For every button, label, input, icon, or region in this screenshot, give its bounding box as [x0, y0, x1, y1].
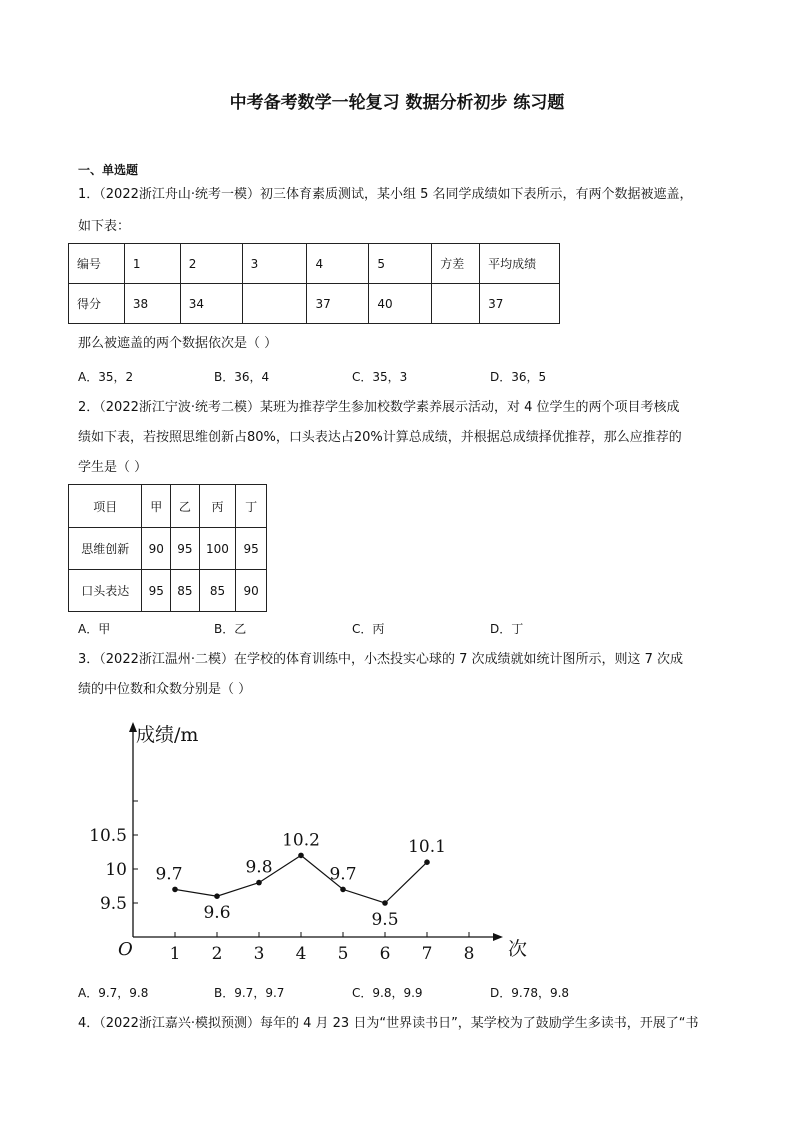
table-cell: 编号 — [69, 244, 125, 284]
series-line — [175, 855, 427, 903]
q3-text-line2: 绩的中位数和众数分别是（ ） — [78, 682, 252, 697]
table-cell: 85 — [199, 570, 236, 612]
q2-text-line3: 学生是（ ） — [78, 460, 148, 475]
x-tick-label: 7 — [421, 944, 433, 964]
q1-ask: 那么被遮盖的两个数据依次是（ ） — [78, 336, 278, 351]
table-cell: 口头表达 — [69, 570, 142, 612]
table-cell: 丙 — [199, 485, 236, 528]
y-tick-label: 10 — [105, 860, 127, 880]
q1-option-c: C．35，3 — [352, 370, 408, 384]
x-tick-label: 3 — [253, 944, 265, 964]
x-tick-label: 2 — [211, 944, 223, 964]
table-cell: 95 — [142, 570, 171, 612]
y-tick-label: 9.5 — [99, 894, 127, 914]
table-cell: 34 — [180, 284, 242, 324]
x-axis-label: 次 — [508, 938, 528, 960]
data-point — [214, 893, 220, 899]
table-cell: 37 — [307, 284, 369, 324]
data-label: 9.7 — [329, 864, 357, 885]
q3-option-c: C．9.8，9.9 — [352, 986, 423, 1000]
table-cell: 2 — [180, 244, 242, 284]
q2-text-line2: 绩如下表，若按照思维创新占80%，口头表达占20%计算总成绩，并根据总成绩择优推荐，那么应推荐的 — [78, 430, 682, 445]
q4-text-line1: 4．（2022浙江嘉兴·模拟预测）每年的 4 月 23 日为“世界读书日”，某学校为了鼓励学生多读书，开展了“书 — [78, 1016, 699, 1031]
x-tick-label: 8 — [463, 944, 475, 964]
x-tick-label: 1 — [169, 944, 181, 964]
data-point — [298, 853, 304, 859]
q3-option-d: D．9.78，9.8 — [490, 986, 570, 1000]
x-tick-label: 6 — [379, 944, 391, 964]
table-cell: 3 — [242, 244, 307, 284]
table-cell: 方差 — [432, 244, 480, 284]
table-cell: 丁 — [236, 485, 267, 528]
q2-option-a: A．甲 — [78, 622, 111, 636]
section-heading: 一、单选题 — [78, 163, 139, 177]
q1-text-line1: 1．（2022浙江舟山·统考一模）初三体育素质测试，某小组 5 名同学成绩如下表所示，有两个数据被遮盖， — [78, 187, 693, 202]
data-point — [382, 900, 388, 906]
data-point — [340, 887, 346, 893]
q1-option-b: B．36，4 — [214, 370, 270, 384]
table-cell: 37 — [480, 284, 560, 324]
y-tick-label: 10.5 — [89, 826, 127, 846]
table-cell: 思维创新 — [69, 528, 142, 570]
table-cell: 85 — [171, 570, 200, 612]
x-tick-label: 5 — [337, 944, 349, 964]
q1-option-d: D．36，5 — [490, 370, 547, 384]
x-tick-label: 4 — [295, 944, 307, 964]
q2-option-c: C．丙 — [352, 622, 385, 636]
q2-text-line1: 2．（2022浙江宁波·统考二模）某班为推荐学生参加校数学素养展示活动，对 4 位学生的两个项目考核成 — [78, 400, 680, 415]
data-label: 10.1 — [408, 837, 446, 858]
table-cell: 95 — [171, 528, 200, 570]
table-cell: 100 — [199, 528, 236, 570]
table-cell: 90 — [236, 570, 267, 612]
q2-option-b: B．乙 — [214, 622, 247, 636]
data-label: 9.6 — [203, 903, 231, 924]
table-cell: 平均成绩 — [480, 244, 560, 284]
table-cell: 4 — [307, 244, 369, 284]
q3-option-b: B．9.7，9.7 — [214, 986, 285, 1000]
data-label: 9.8 — [245, 857, 273, 878]
q1-option-a: A．35，2 — [78, 370, 134, 384]
y-axis-label: 成绩/m — [136, 724, 199, 746]
table-cell: 95 — [236, 528, 267, 570]
data-point — [256, 880, 262, 886]
table-cell: 90 — [142, 528, 171, 570]
data-label: 10.2 — [282, 830, 320, 851]
table-cell: 乙 — [171, 485, 200, 528]
table-cell: 38 — [124, 284, 180, 324]
table-cell: 40 — [369, 284, 432, 324]
table-cell: 项目 — [69, 485, 142, 528]
table-cell: 1 — [124, 244, 180, 284]
data-label: 9.5 — [371, 910, 399, 930]
q3-option-a: A．9.7，9.8 — [78, 986, 149, 1000]
table-cell: 5 — [369, 244, 432, 284]
data-label: 9.7 — [155, 864, 183, 885]
q2-option-d: D．丁 — [490, 622, 524, 636]
table-cell: 得分 — [69, 284, 125, 324]
data-point — [424, 859, 430, 865]
table-cell: 甲 — [142, 485, 171, 528]
origin-label: O — [118, 939, 133, 960]
q1-text-line2: 如下表： — [78, 219, 131, 234]
q3-text-line1: 3．（2022浙江温州·二模）在学校的体育训练中，小杰投实心球的 7 次成绩就如统计图所示，则这 7 次成 — [78, 652, 684, 667]
page-title: 中考备考数学一轮复习 数据分析初步 练习题 — [229, 93, 565, 113]
data-point — [172, 887, 178, 893]
